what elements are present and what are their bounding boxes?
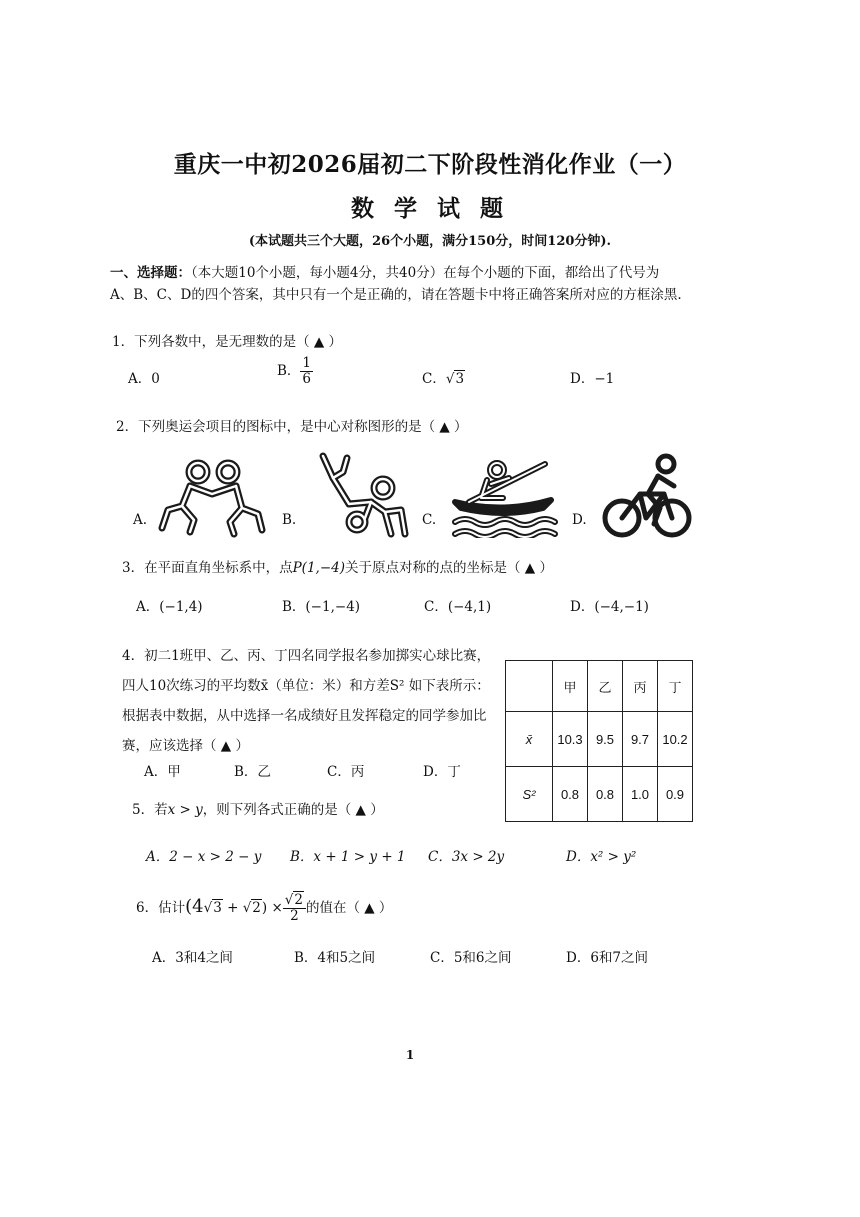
q3-stem-suffix: 关于原点对称的点的坐标是（ ▲ ） — [345, 560, 553, 576]
fraction-numerator: 1 — [302, 355, 312, 371]
q6-stem-suffix: 的值在（ ▲ ） — [305, 900, 393, 916]
q3-option-a: A．(−1,4) — [136, 599, 203, 615]
wrestling-icon — [150, 458, 275, 538]
fraction — [300, 356, 313, 387]
q5-option-d: D．x² > y² — [566, 849, 637, 865]
q3-option-b: B．(−1,−4) — [282, 599, 361, 615]
table-cell: 1.0 — [623, 767, 658, 822]
q4-line-1: 4．初二1班甲、乙、丙、丁四名同学报名参加掷实心球比赛， — [122, 648, 491, 664]
q1-option-b-label: B． — [277, 363, 301, 379]
q3-option-d: D．(−4,−1) — [570, 599, 649, 615]
page-number: 1 — [405, 1048, 415, 1062]
instructions-line-1: （本大题10个小题，每小题4分，共40分）在每个小题的下面，都给出了代号为 — [191, 265, 660, 281]
table-header-cell: 乙 — [588, 661, 623, 712]
q1-option-c: C．√3 — [422, 371, 465, 387]
table-row-variance — [506, 767, 693, 822]
radicand: 2 — [252, 900, 261, 916]
question-3-stem — [122, 556, 553, 576]
q6-option-d: D．6和7之间 — [566, 950, 649, 966]
table-cell: 0.8 — [588, 767, 623, 822]
q5-condition: x > y — [167, 802, 203, 818]
q5-option-a: A．2 − x > 2 − y — [146, 849, 262, 865]
table-cell: 0.8 — [553, 767, 588, 822]
fraction — [283, 893, 306, 924]
section-instructions — [110, 262, 810, 306]
q4-option-b: B．乙 — [234, 764, 271, 780]
q5-stem-prefix: 5．若 — [132, 802, 168, 818]
fraction-denominator: 2 — [290, 908, 299, 924]
q2-option-b-label: B. — [282, 512, 297, 528]
q4-line-4: 赛，应该选择（ ▲ ） — [122, 738, 249, 754]
question-5-stem — [132, 798, 384, 818]
q1-option-d: D．−1 — [570, 371, 615, 387]
table-header-cell: 丙 — [623, 661, 658, 712]
q1-option-c-label: C． — [422, 371, 446, 387]
table-cell: 9.7 — [623, 712, 658, 767]
radicand: 2 — [294, 892, 303, 908]
q4-option-d: D．丁 — [423, 764, 461, 780]
instructions-line-2: A、B、C、D的四个答案，其中只有一个是正确的，请在答题卡中将正确答案所对应的方框涂黑. — [110, 287, 682, 303]
exam-note: (本试题共三个大题，26个小题，满分150分，时间120分钟). — [248, 234, 612, 249]
q4-line-2: 四人10次练习的平均数x̄（单位：米）和方差S² 如下表所示： — [122, 678, 490, 694]
q2-option-d-label: D. — [572, 512, 587, 528]
radicand: 3 — [213, 900, 222, 916]
q6-expr-close: ) × — [261, 900, 283, 916]
table-cell: 0.9 — [658, 767, 693, 822]
fraction-denominator: 6 — [302, 371, 312, 387]
q4-option-a: A．甲 — [144, 764, 181, 780]
q6-option-a: A．3和4之间 — [152, 950, 233, 966]
q6-stem-prefix: 6．估计 — [136, 900, 186, 916]
q6-expr-mid: + — [222, 900, 243, 916]
radicand: 3 — [455, 371, 465, 387]
q6-expression: (4√3 + √2) × $\frac{√2}{2}$ — [185, 900, 306, 916]
q5-option-c: C．3x > 2y — [428, 849, 505, 865]
cycling-icon — [600, 452, 696, 542]
judo-icon — [313, 450, 413, 540]
q6-option-b: B．4和5之间 — [294, 950, 376, 966]
page-subtitle: 数 学 试 题 — [350, 195, 510, 222]
q4-line-3: 根据表中数据，从中选择一名成绩好且发挥稳定的同学参加比 — [122, 708, 487, 724]
q4-option-c: C．丙 — [327, 764, 365, 780]
q5-stem-suffix: ，则下列各式正确的是（ ▲ ） — [202, 802, 384, 818]
question-6-stem — [136, 893, 392, 924]
q3-stem-prefix: 3．在平面直角坐标系中，点 — [122, 560, 293, 576]
table-cell: 10.3 — [553, 712, 588, 767]
q6-option-c: C．5和6之间 — [430, 950, 512, 966]
variance-label: S² — [506, 767, 553, 822]
table-header-row — [506, 661, 693, 712]
q6-expr-open: (4 — [185, 896, 204, 917]
question-2-stem: 2．下列奥运会项目的图标中，是中心对称图形的是（ ▲ ） — [116, 419, 468, 435]
table-header-cell: 丁 — [658, 661, 693, 712]
q2-option-a-label: A. — [133, 512, 148, 528]
page-title: 重庆一中初2026届初二下阶段性消化作业（一） — [173, 151, 687, 178]
question-1-stem: 1．下列各数中，是无理数的是（ ▲ ） — [112, 334, 343, 350]
fraction-numerator: √2 — [283, 893, 306, 909]
q3-option-c: C．(−4,1) — [424, 599, 492, 615]
q2-option-c-label: C. — [422, 512, 437, 528]
table-cell: 10.2 — [658, 712, 693, 767]
q5-option-b: B．x + 1 > y + 1 — [290, 849, 406, 865]
section-heading: 一、选择题： — [110, 265, 191, 281]
table-cell: 9.5 — [588, 712, 623, 767]
question-4-stem — [122, 641, 490, 761]
q3-point: P(1,−4) — [292, 560, 345, 576]
table-row-mean — [506, 712, 693, 767]
kayak-icon — [447, 458, 559, 538]
mean-label: x̄ — [506, 712, 553, 767]
q1-option-b — [277, 356, 313, 387]
q1-option-a: A．0 — [128, 371, 160, 387]
stats-table — [505, 660, 693, 822]
table-header-cell — [506, 661, 553, 712]
table-header-cell: 甲 — [553, 661, 588, 712]
